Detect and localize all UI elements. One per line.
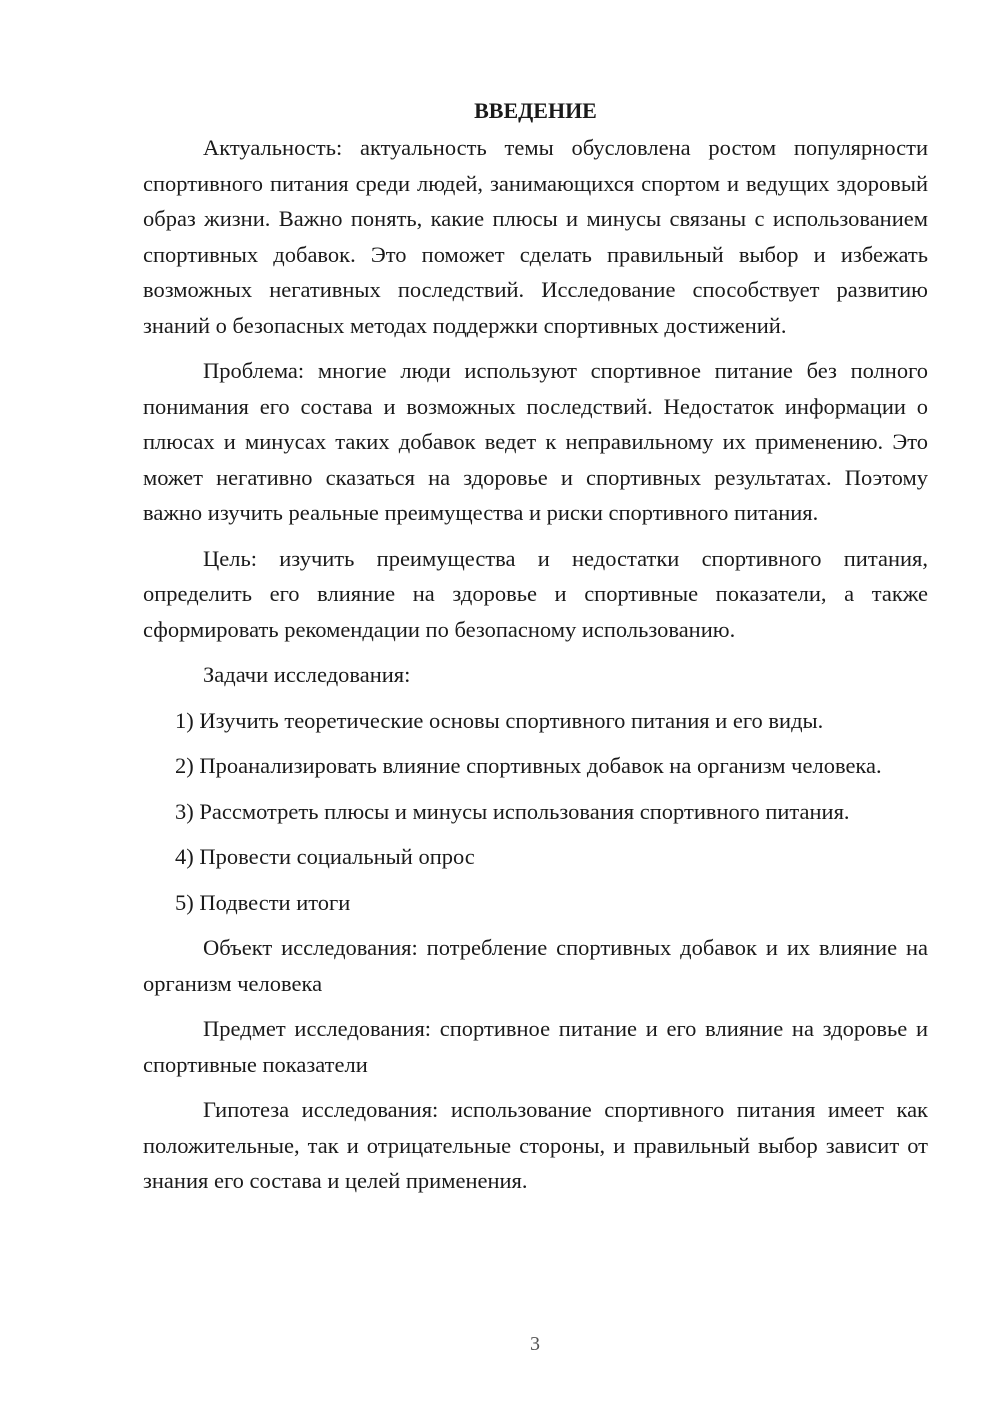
paragraph-subject: Предмет исследования: спортивное питание и его влияние на здоровье и спортивные показатели: [143, 1016, 928, 1077]
task-item-1: 1) Изучить теоретические основы спортивного питания и его виды.: [175, 707, 824, 733]
paragraph-problem: Проблема: многие люди используют спортивное питание без полного понимания его состава и возможных последствий. Недостаток информации о плюсах и минусах таких добавок ведет к неправильному их применению. Это может негативно сказаться на здоровье и спортивных результатах. Поэтому важно изучить реальные преимущества и риски спортивного питания.: [143, 358, 928, 525]
document-page: [143, 96, 928, 1209]
paragraph-relevance: Актуальность: актуальность темы обусловлена ростом популярности спортивного питания среди людей, занимающихся спортом и ведущих здоровый образ жизни. Важно понять, какие плюсы и минусы связаны с использованием спортивных добавок. Это поможет сделать правильный выбор и избежать возможных негативных последствий. Исследование способствует развитию знаний о безопасных методах поддержки спортивных достижений.: [143, 135, 928, 338]
page-number: 3: [530, 1333, 540, 1355]
paragraph-hypothesis: Гипотеза исследования: использование спортивного питания имеет как положительные, так и отрицательные стороны, и правильный выбор зависит от знания его состава и целей применения.: [143, 1097, 928, 1193]
task-item-5: 5) Подвести итоги: [175, 889, 351, 915]
paragraph-tasks-heading: Задачи исследования:: [203, 662, 411, 687]
paragraph-object: Объект исследования: потребление спортивных добавок и их влияние на организм человека: [143, 935, 928, 996]
paragraph-goal: Цель: изучить преимущества и недостатки спортивного питания, определить его влияние на здоровье и спортивные показатели, а также сформировать рекомендации по безопасному использованию.: [143, 545, 928, 642]
task-item-4: 4) Провести социальный опрос: [175, 844, 475, 869]
task-item-2: 2) Проанализировать влияние спортивных добавок на организм человека.: [175, 753, 882, 778]
task-item-3: 3) Рассмотреть плюсы и минусы использования спортивного питания.: [175, 798, 850, 824]
page-title: ВВЕДЕНИЕ: [474, 98, 597, 123]
